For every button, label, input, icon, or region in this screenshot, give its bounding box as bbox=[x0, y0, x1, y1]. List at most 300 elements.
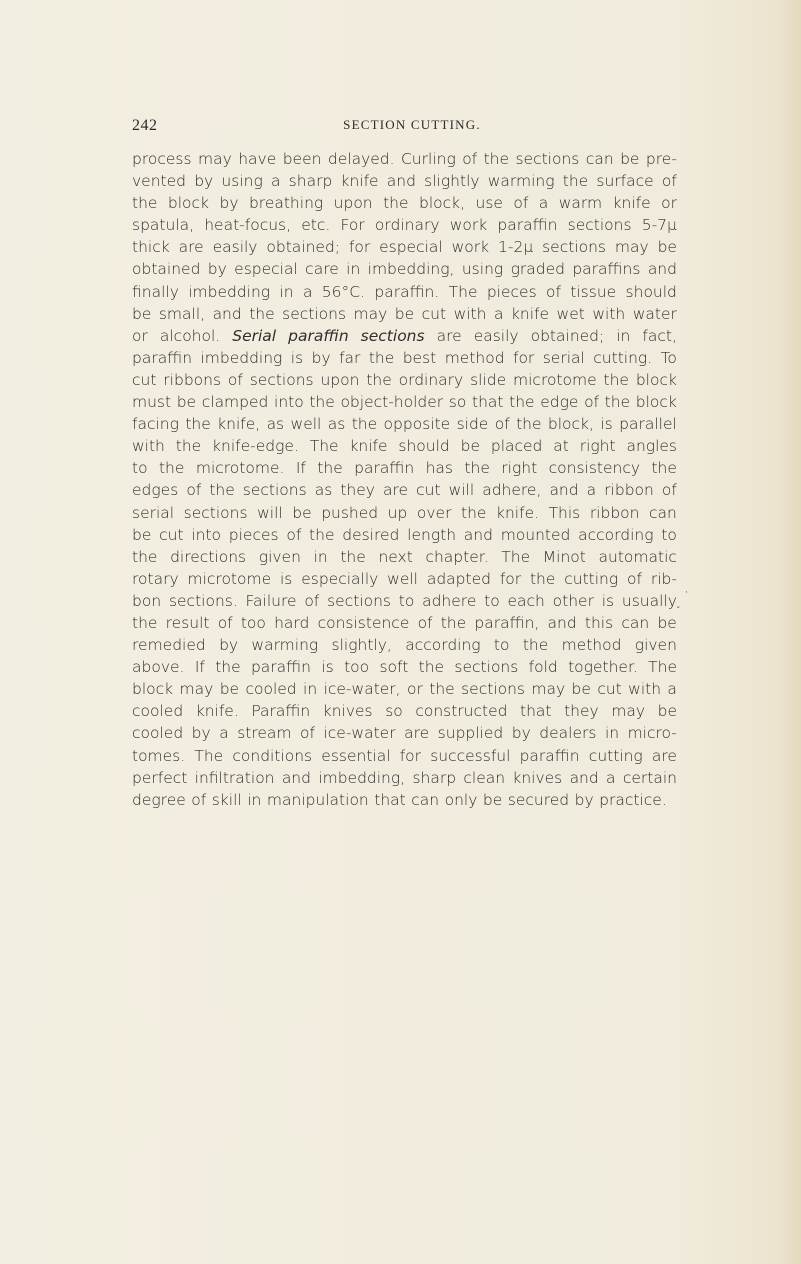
word: the bbox=[309, 525, 335, 544]
word: paraffin bbox=[288, 326, 349, 345]
word: of bbox=[661, 481, 677, 500]
word: heat-focus, bbox=[204, 216, 292, 235]
word: well bbox=[387, 569, 418, 588]
word: to bbox=[661, 525, 677, 544]
text-line bbox=[132, 214, 677, 236]
word: imbedding bbox=[200, 348, 283, 367]
word: Serial bbox=[232, 326, 277, 345]
word: block bbox=[167, 194, 210, 213]
word: be bbox=[571, 680, 591, 699]
word: serial bbox=[132, 503, 175, 522]
word: right bbox=[501, 459, 538, 478]
word: usually bbox=[621, 591, 677, 610]
word: work bbox=[451, 238, 490, 257]
word: been bbox=[282, 150, 322, 168]
word: a bbox=[493, 304, 504, 323]
word: of bbox=[584, 393, 600, 412]
word: facing bbox=[132, 415, 179, 434]
word: knife. bbox=[195, 702, 239, 721]
page-header bbox=[132, 117, 672, 139]
text-line bbox=[132, 568, 677, 590]
word: block, bbox=[418, 194, 466, 213]
word: the bbox=[461, 503, 487, 522]
text-line bbox=[132, 678, 677, 700]
word: manipulation bbox=[266, 790, 369, 809]
word: upon bbox=[333, 194, 373, 213]
word: in bbox=[279, 282, 294, 301]
margin-dot-mark: · bbox=[685, 588, 688, 598]
word: water bbox=[632, 304, 677, 323]
word: of bbox=[462, 150, 478, 168]
text-line bbox=[132, 258, 677, 280]
word: of bbox=[661, 172, 677, 191]
word: can bbox=[621, 613, 650, 632]
text-line bbox=[132, 767, 677, 789]
word: with bbox=[592, 304, 626, 323]
word: in bbox=[346, 260, 361, 279]
word: angles bbox=[626, 437, 677, 456]
word: by bbox=[191, 724, 211, 743]
text-line bbox=[132, 479, 677, 501]
word: cut bbox=[416, 481, 441, 500]
word: ordinary bbox=[374, 216, 440, 235]
word: placed bbox=[490, 437, 543, 456]
word: fold bbox=[528, 658, 558, 677]
word: pre- bbox=[645, 150, 677, 168]
word: will bbox=[448, 481, 475, 500]
word: be bbox=[292, 503, 312, 522]
word: ribbons bbox=[163, 370, 222, 389]
word: are bbox=[178, 238, 204, 257]
word: that bbox=[520, 702, 552, 721]
word: with bbox=[628, 680, 662, 699]
word: the bbox=[522, 636, 549, 655]
word: rib- bbox=[650, 569, 677, 588]
word: cut bbox=[597, 680, 622, 699]
word: the bbox=[562, 172, 589, 191]
word: to bbox=[398, 591, 415, 610]
word: automatic bbox=[598, 547, 677, 566]
word: spatula, bbox=[132, 216, 195, 235]
word: of bbox=[417, 613, 433, 632]
word: secured bbox=[507, 790, 570, 809]
word: slide bbox=[470, 370, 507, 389]
word: paraffin. bbox=[374, 282, 440, 301]
word: the bbox=[529, 569, 556, 588]
word: the bbox=[440, 613, 467, 632]
word: and bbox=[647, 260, 677, 279]
text-line bbox=[132, 457, 677, 479]
word: into bbox=[191, 525, 222, 544]
word: have bbox=[238, 150, 277, 168]
word: The bbox=[309, 437, 339, 456]
word: microtome. bbox=[195, 459, 285, 478]
word: mounted bbox=[500, 525, 571, 544]
word: Curling bbox=[400, 150, 456, 168]
word: pushed bbox=[321, 503, 379, 522]
word: block, bbox=[547, 415, 594, 434]
word: practice. bbox=[599, 790, 667, 809]
word: be bbox=[460, 437, 480, 456]
word: knife bbox=[510, 304, 550, 323]
word: knife bbox=[349, 437, 388, 456]
word: well bbox=[290, 415, 322, 434]
word: paraffin bbox=[497, 216, 558, 235]
word: in bbox=[616, 326, 631, 345]
word: is bbox=[600, 415, 613, 434]
word: to bbox=[132, 459, 148, 478]
word: serial bbox=[542, 348, 585, 367]
word: has bbox=[425, 459, 454, 478]
word: according bbox=[578, 525, 654, 544]
word: alcohol. bbox=[159, 326, 221, 345]
word: sharp bbox=[412, 768, 457, 787]
word: constructed bbox=[415, 702, 508, 721]
word: perfect bbox=[132, 768, 188, 787]
word: surface bbox=[596, 172, 654, 191]
word: paraffins bbox=[572, 260, 641, 279]
word: may bbox=[531, 680, 566, 699]
word: warm bbox=[558, 194, 603, 213]
word: infiltration bbox=[194, 768, 275, 787]
word: the bbox=[215, 658, 241, 677]
word: a bbox=[302, 282, 313, 301]
word: ice-water, bbox=[323, 680, 401, 699]
word: so bbox=[385, 702, 403, 721]
word: cutting. bbox=[593, 348, 653, 367]
text-line bbox=[132, 281, 677, 303]
word: cut bbox=[159, 525, 184, 544]
word: Failure bbox=[245, 591, 297, 610]
word: use bbox=[475, 194, 503, 213]
word: parallel bbox=[619, 415, 677, 434]
word: supplied bbox=[437, 724, 504, 743]
word: are bbox=[651, 746, 677, 765]
word: to bbox=[484, 591, 500, 610]
word: small, bbox=[158, 304, 206, 323]
word: the bbox=[132, 547, 158, 566]
word: fact, bbox=[642, 326, 677, 345]
word: are bbox=[382, 481, 409, 500]
word: that bbox=[374, 790, 406, 809]
word: they bbox=[340, 481, 375, 500]
word: imbedding, bbox=[367, 260, 455, 279]
word: together. bbox=[568, 658, 638, 677]
word: by bbox=[574, 790, 594, 809]
word: sections bbox=[360, 326, 425, 345]
word: of bbox=[513, 194, 529, 213]
word: opposite bbox=[383, 415, 451, 434]
word: certain bbox=[622, 768, 677, 787]
word: sections bbox=[542, 238, 606, 257]
word: vented bbox=[132, 172, 186, 191]
word: best bbox=[402, 348, 437, 367]
word: the bbox=[340, 547, 366, 566]
word: as bbox=[266, 415, 285, 434]
word: cutting bbox=[588, 746, 643, 765]
word: the bbox=[175, 437, 202, 456]
word: adhere bbox=[422, 591, 477, 610]
word: slightly bbox=[424, 172, 480, 191]
word: directions bbox=[170, 547, 247, 566]
word: sections bbox=[454, 658, 519, 677]
word: especial bbox=[234, 260, 298, 279]
word: obtained; bbox=[530, 326, 605, 345]
word: is bbox=[290, 348, 304, 367]
word: other bbox=[552, 591, 594, 610]
word: the bbox=[185, 415, 211, 434]
word: slightly, bbox=[331, 636, 392, 655]
word: by bbox=[219, 636, 239, 655]
word: a bbox=[538, 194, 549, 213]
word: paraffin bbox=[132, 348, 193, 367]
word: can bbox=[649, 503, 677, 522]
word: should bbox=[625, 282, 677, 301]
word: given bbox=[258, 547, 301, 566]
word: microtome bbox=[187, 569, 272, 588]
word: in bbox=[247, 790, 262, 809]
word: is bbox=[601, 591, 615, 610]
word: they bbox=[564, 702, 599, 721]
text-line bbox=[132, 325, 677, 347]
word: this bbox=[584, 613, 614, 632]
word: only bbox=[444, 790, 478, 809]
word: is bbox=[321, 658, 334, 677]
word: of bbox=[304, 591, 320, 610]
word: the bbox=[158, 459, 185, 478]
word: a bbox=[219, 724, 229, 743]
word: graded bbox=[510, 260, 565, 279]
text-line bbox=[132, 435, 677, 457]
word: by bbox=[311, 348, 331, 367]
word: or bbox=[132, 326, 148, 345]
word: method bbox=[561, 636, 622, 655]
word: the bbox=[464, 459, 490, 478]
word: up bbox=[387, 503, 408, 522]
word: sections bbox=[515, 150, 580, 168]
word: of bbox=[191, 790, 207, 809]
word: cut bbox=[421, 304, 447, 323]
word: degree bbox=[132, 790, 186, 809]
word: the bbox=[366, 370, 392, 389]
word: be bbox=[132, 525, 152, 544]
text-line bbox=[132, 612, 677, 634]
word: block bbox=[635, 393, 677, 412]
word: easily bbox=[212, 238, 258, 257]
word: by bbox=[207, 260, 227, 279]
word: may bbox=[353, 304, 388, 323]
word: cut bbox=[132, 370, 157, 389]
margin-caret-mark: ˇ bbox=[676, 607, 681, 617]
word: care bbox=[305, 260, 339, 279]
text-line bbox=[132, 745, 677, 767]
word: successful bbox=[430, 746, 511, 765]
word: tomes. bbox=[132, 746, 186, 765]
word: may bbox=[179, 680, 214, 699]
text-line bbox=[132, 700, 677, 722]
word: of bbox=[227, 370, 243, 389]
word: with bbox=[453, 304, 487, 323]
word: delayed. bbox=[327, 150, 395, 168]
text-line bbox=[132, 789, 677, 811]
word: ribbon bbox=[604, 481, 654, 500]
word: especial bbox=[379, 238, 443, 257]
word: sections bbox=[249, 370, 314, 389]
word: of bbox=[217, 613, 233, 632]
word: the bbox=[603, 370, 629, 389]
word: and bbox=[549, 481, 579, 500]
word: the bbox=[516, 415, 542, 434]
word: and bbox=[463, 525, 493, 544]
word: and bbox=[281, 768, 311, 787]
word: pieces bbox=[486, 282, 537, 301]
word: essential bbox=[321, 746, 391, 765]
word: as bbox=[314, 481, 333, 500]
word: clean bbox=[463, 768, 506, 787]
text-line bbox=[132, 722, 677, 744]
word: can bbox=[585, 150, 614, 168]
word: as bbox=[327, 415, 346, 434]
word: sections. bbox=[168, 591, 238, 610]
word: sections bbox=[242, 481, 307, 500]
word: in bbox=[303, 680, 318, 699]
word: by bbox=[511, 724, 531, 743]
word: of bbox=[300, 724, 315, 743]
word: too bbox=[240, 613, 266, 632]
word: consistency bbox=[548, 459, 641, 478]
word: may bbox=[198, 150, 232, 168]
word: be bbox=[482, 790, 503, 809]
word: pieces bbox=[228, 525, 279, 544]
word: far bbox=[339, 348, 361, 367]
word: stream bbox=[237, 724, 292, 743]
word: etc. bbox=[301, 216, 331, 235]
word: be bbox=[620, 150, 640, 168]
word: chapter. bbox=[425, 547, 489, 566]
word: side bbox=[456, 415, 489, 434]
word: method bbox=[444, 348, 505, 367]
word: knives bbox=[512, 768, 563, 787]
text-line bbox=[132, 413, 677, 435]
word: edges bbox=[132, 481, 179, 500]
text-line bbox=[132, 369, 677, 391]
text-line bbox=[132, 236, 677, 258]
word: tissue bbox=[570, 282, 617, 301]
word: right bbox=[579, 437, 616, 456]
word: knife-edge. bbox=[212, 437, 299, 456]
word: easily bbox=[473, 326, 519, 345]
text-line bbox=[132, 590, 677, 612]
word: sharp bbox=[288, 172, 333, 191]
word: Minot bbox=[542, 547, 586, 566]
word: conditions bbox=[232, 746, 313, 765]
word: knife bbox=[612, 194, 651, 213]
word: the bbox=[351, 415, 378, 434]
word: The bbox=[648, 658, 677, 677]
word: ice-water bbox=[323, 724, 396, 743]
word: 5-7µ bbox=[641, 216, 677, 235]
word: and bbox=[212, 304, 242, 323]
word: the bbox=[368, 348, 395, 367]
word: at bbox=[553, 437, 569, 456]
word: cooled bbox=[132, 724, 184, 743]
word: the bbox=[418, 658, 445, 677]
word: rotary bbox=[132, 569, 179, 588]
text-line bbox=[132, 524, 677, 546]
word: or bbox=[661, 194, 677, 213]
word: soft bbox=[379, 658, 409, 677]
word: the bbox=[317, 459, 343, 478]
word: object-holder bbox=[340, 393, 444, 412]
word: are bbox=[436, 326, 462, 345]
text-line bbox=[132, 546, 677, 568]
word: using bbox=[461, 260, 504, 279]
word: the bbox=[483, 150, 510, 168]
word: knife. bbox=[496, 503, 540, 522]
word: a bbox=[270, 172, 281, 191]
word: a bbox=[667, 680, 677, 699]
word: so bbox=[448, 393, 467, 412]
text-line bbox=[132, 634, 677, 656]
word: the bbox=[209, 481, 235, 500]
word: the bbox=[651, 459, 677, 478]
word: the bbox=[132, 194, 158, 213]
word: especially bbox=[301, 569, 379, 588]
word: The bbox=[448, 282, 478, 301]
word: into bbox=[274, 393, 304, 412]
word: a bbox=[586, 481, 597, 500]
word: using bbox=[221, 172, 263, 191]
word: bon bbox=[132, 591, 162, 610]
word: result bbox=[165, 613, 210, 632]
word: For bbox=[340, 216, 365, 235]
word: according bbox=[405, 636, 481, 655]
word: The bbox=[501, 547, 531, 566]
word: To bbox=[660, 348, 677, 367]
word: cutting bbox=[564, 569, 619, 588]
word: block bbox=[635, 370, 677, 389]
word: edge bbox=[540, 393, 579, 412]
word: above. bbox=[132, 658, 185, 677]
word: by bbox=[219, 194, 239, 213]
word: be bbox=[657, 238, 677, 257]
word: of bbox=[186, 481, 202, 500]
word: desired bbox=[342, 525, 400, 544]
word: warming bbox=[487, 172, 555, 191]
word: 56°C. bbox=[321, 282, 366, 301]
word: process bbox=[132, 150, 192, 168]
word: be bbox=[132, 304, 152, 323]
word: and bbox=[547, 613, 577, 632]
word: or bbox=[407, 680, 423, 699]
word: should bbox=[398, 437, 450, 456]
word: If bbox=[194, 658, 205, 677]
running-head: SECTION CUTTING. bbox=[343, 117, 481, 132]
word: cooled bbox=[132, 702, 184, 721]
word: consistence bbox=[317, 613, 410, 632]
word: sections bbox=[461, 680, 525, 699]
word: obtained bbox=[132, 260, 201, 279]
text-line bbox=[132, 502, 677, 524]
word: imbedding bbox=[188, 282, 271, 301]
word: thick bbox=[132, 238, 170, 257]
page-number: 242 bbox=[132, 117, 158, 134]
word: may bbox=[614, 238, 649, 257]
word: sections bbox=[282, 304, 347, 323]
word: for bbox=[399, 746, 422, 765]
word: be bbox=[657, 613, 677, 632]
word: may bbox=[611, 702, 646, 721]
